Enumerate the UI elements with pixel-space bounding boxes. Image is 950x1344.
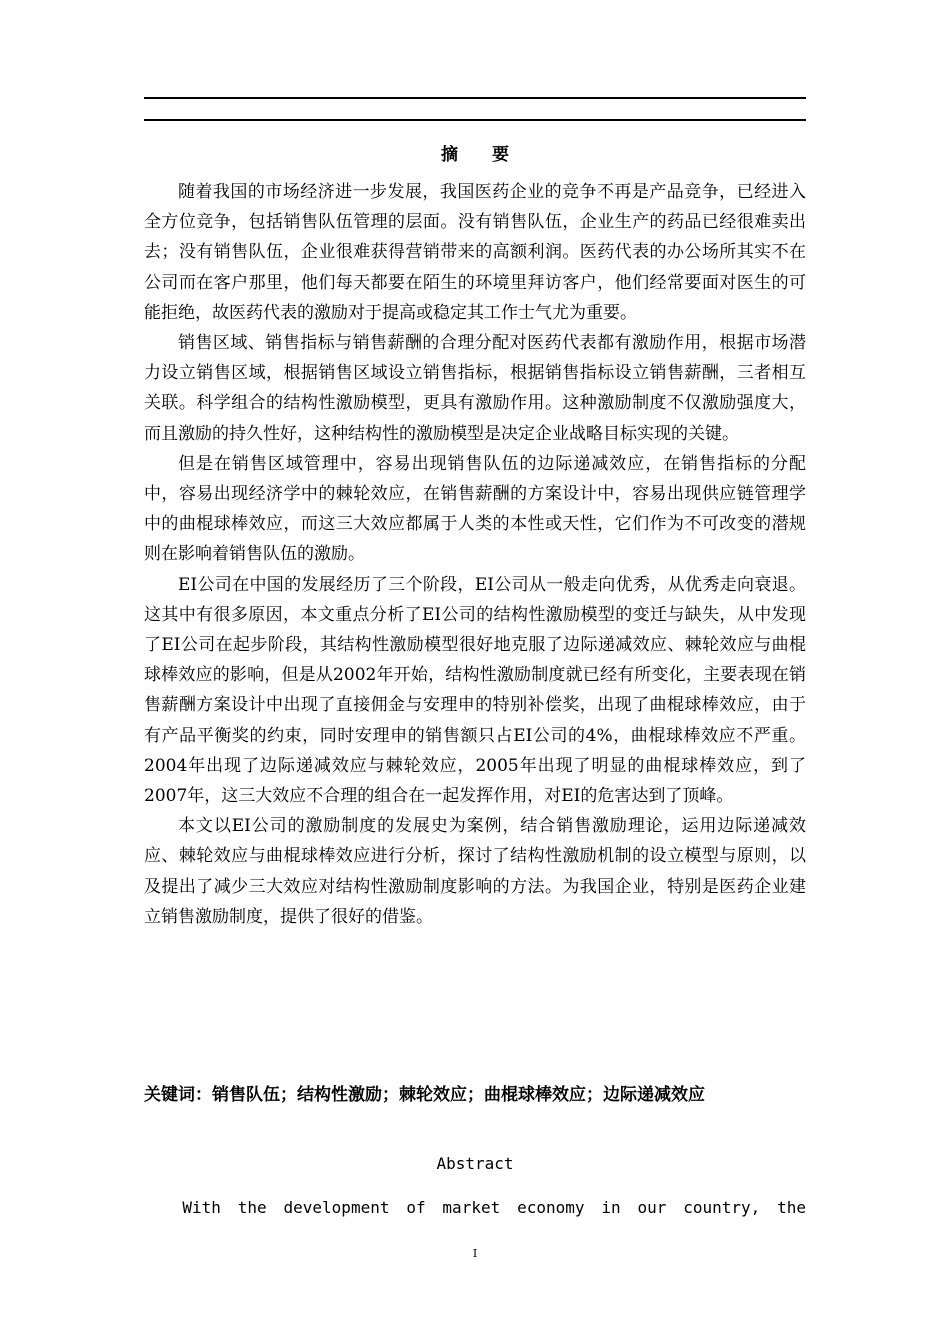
paragraph-2: 销售区域、销售指标与销售薪酬的合理分配对医药代表都有激励作用，根据市场潜力设立销售区域，根据销售区域设立销售指标，根据销售指标设立销售薪酬，三者相互关联。科学组合的结构性激励模型，更具有激励作用。这种激励制度不仅激励强度大，而且激励的持久性好，这种结构性的激励模型是决定企业战略目标实现的关键。	[144, 333, 806, 444]
paragraph-5: 本文以EI公司的激励制度的发展史为案例，结合销售激励理论，运用边际递减效应、棘轮效应与曲棍球棒效应进行分析，探讨了结构性激励机制的设立模型与原则，以及提出了减少三大效应对结构性激励制度影响的方法。为我国企业，特别是医药企业建立销售激励制度，提供了很好的借鉴。	[144, 816, 806, 927]
header-rule-top	[144, 97, 806, 99]
section-title: 摘 要	[441, 145, 523, 165]
paragraph-3: 但是在销售区域管理中，容易出现销售队伍的边际递减效应，在销售指标的分配中，容易出现经济学中的棘轮效应，在销售薪酬的方案设计中，容易出现供应链管理学中的曲棍球棒效应，而这三大效应都属于人类的本性或天性，它们作为不可改变的潜规则在影响着销售队伍的激励。	[144, 453, 806, 565]
paragraph-4: EI公司在中国的发展经历了三个阶段，EI公司从一般走向优秀，从优秀走向衰退。这其中有很多原因，本文重点分析了EI公司的结构性激励模型的变迁与缺失，从中发现了EI公司在起步阶段，其结构性激励模型很好地克服了边际递减效应、棘轮效应与曲棍球棒效应的影响，但是从2002年开始，结构性激励制度就已经有所变化，主要表现在销售薪酬方案设计中出现了直接佣金与安理申的特别补偿奖，出现了曲棍球棒效应，由于有产品平衡奖的约束，同时安理申的销售额只占EI公司的4%，曲棍球棒效应不严重。2004年出现了边际递减效应与棘轮效应，2005年出现了明显的曲棍球棒效应，到了2007年，这三大效应不合理的组合在一起发挥作用，对EI的危害达到了顶峰。	[144, 574, 806, 807]
page-number: I	[472, 1247, 478, 1260]
keywords: 关键词：销售队伍；结构性激励；棘轮效应；曲棍球棒效应；边际递减效应	[144, 1085, 705, 1105]
abstract-body	[144, 177, 806, 932]
abstract-title: Abstract	[436, 1154, 514, 1173]
header-rule-bottom	[144, 119, 806, 121]
abstract-first-line: With the development of market economy in our country, the	[182, 1198, 806, 1217]
paragraph-1: 随着我国的市场经济进一步发展，我国医药企业的竞争不再是产品竞争，已经进入全方位竞争，包括销售队伍管理的层面。没有销售队伍，企业生产的药品已经很难卖出去；没有销售队伍，企业很难获得营销带来的高额利润。医药代表的办公场所其实不在公司而在客户那里，他们每天都要在陌生的环境里拜访客户，他们经常要面对医生的可能拒绝，故医药代表的激励对于提高或稳定其工作士气尤为重要。	[144, 182, 806, 323]
